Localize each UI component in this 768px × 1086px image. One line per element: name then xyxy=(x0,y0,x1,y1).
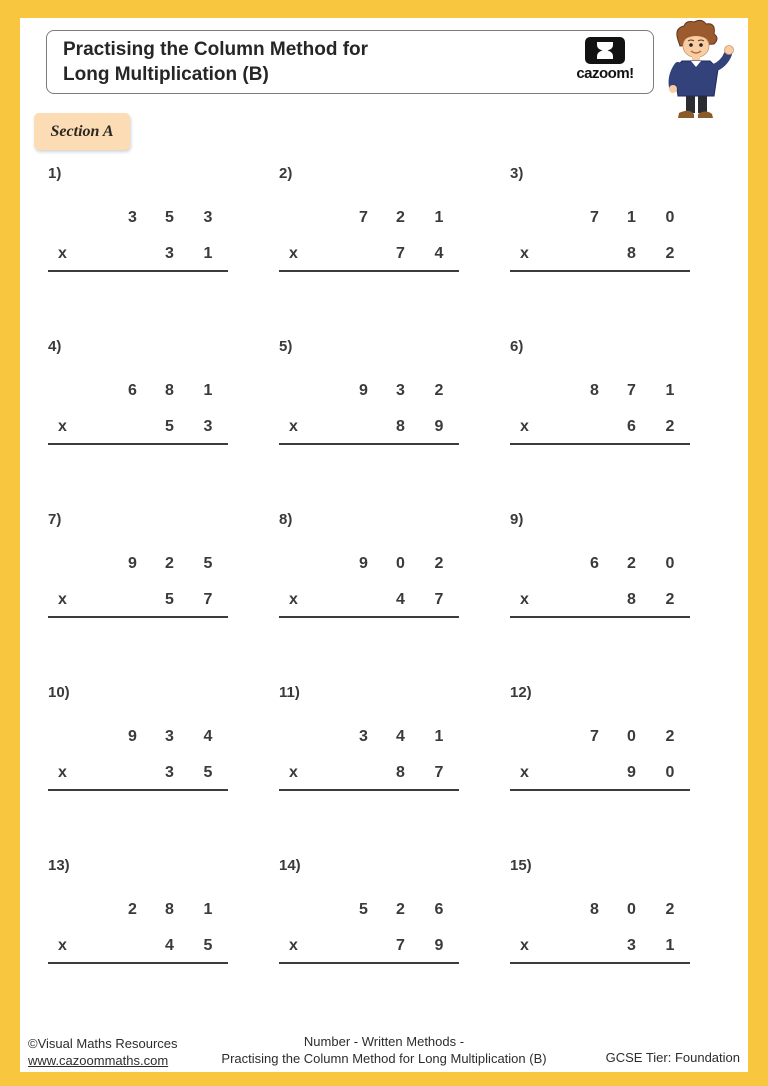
multiplier-digit: 7 xyxy=(434,764,444,781)
answer-line xyxy=(510,443,690,445)
multiplicand-digit: 3 xyxy=(396,382,405,399)
cazoom-logo xyxy=(565,37,645,82)
multiplier-row xyxy=(510,935,690,957)
copyright-text: ©Visual Maths Resources xyxy=(28,1036,178,1052)
multiplicand-digit: 5 xyxy=(359,901,368,918)
multiplication-problem xyxy=(48,857,228,964)
answer-line xyxy=(279,443,459,445)
multiply-sign: x xyxy=(58,591,67,608)
multiplicand-digit: 2 xyxy=(627,555,636,572)
multiplier-digit: 1 xyxy=(665,937,675,954)
footer-topic-line2: Practising the Column Method for Long Multiplication (B) xyxy=(221,1051,547,1067)
multiplicand-digit: 8 xyxy=(165,901,174,918)
multiplier-digit: 2 xyxy=(665,245,675,262)
problem-number: 2) xyxy=(279,165,293,182)
multiplicand-row xyxy=(279,380,459,402)
multiplicand-digit: 1 xyxy=(203,382,213,399)
multiplicand-digit: 6 xyxy=(590,555,599,572)
multiplication-problem xyxy=(510,511,690,618)
multiply-sign: x xyxy=(58,245,67,262)
multiplicand-digit: 1 xyxy=(434,728,444,745)
multiply-sign: x xyxy=(520,245,529,262)
multiplier-digit: 6 xyxy=(627,418,636,435)
multiplier-row xyxy=(510,416,690,438)
multiplier-digit: 1 xyxy=(203,245,213,262)
multiplicand-digit: 5 xyxy=(165,209,174,226)
multiplicand-digit: 7 xyxy=(590,728,599,745)
multiplier-row xyxy=(279,762,459,784)
multiplier-digit: 0 xyxy=(665,764,675,781)
multiplicand-digit: 4 xyxy=(396,728,405,745)
multiplicand-digit: 2 xyxy=(434,382,444,399)
problem-number: 10) xyxy=(48,684,70,701)
multiplicand-digit: 3 xyxy=(203,209,213,226)
answer-line xyxy=(279,789,459,791)
multiplicand-digit: 0 xyxy=(665,555,675,572)
multiplicand-digit: 0 xyxy=(396,555,405,572)
multiplicand-row xyxy=(48,553,228,575)
multiply-sign: x xyxy=(520,764,529,781)
multiplicand-digit: 2 xyxy=(128,901,137,918)
footer-left xyxy=(28,1036,178,1070)
multiplier-digit: 7 xyxy=(396,937,405,954)
multiplier-row xyxy=(48,935,228,957)
multiplication-problem xyxy=(279,857,459,964)
multiplier-row xyxy=(279,243,459,265)
multiply-sign: x xyxy=(289,937,298,954)
multiplier-digit: 9 xyxy=(434,937,444,954)
multiply-sign: x xyxy=(289,245,298,262)
multiplier-digit: 7 xyxy=(434,591,444,608)
website-link[interactable]: www.cazoommaths.com xyxy=(28,1053,169,1069)
answer-line xyxy=(279,962,459,964)
cazoom-hourglass-icon xyxy=(585,37,625,64)
multiplier-digit: 5 xyxy=(165,418,174,435)
multiplicand-digit: 8 xyxy=(590,382,599,399)
answer-line xyxy=(279,270,459,272)
mascot-boy-illustration xyxy=(648,18,740,130)
multiplier-row xyxy=(279,416,459,438)
problem-number: 14) xyxy=(279,857,301,874)
multiplicand-digit: 3 xyxy=(128,209,137,226)
multiplicand-row xyxy=(279,726,459,748)
multiplicand-digit: 3 xyxy=(359,728,368,745)
multiplicand-digit: 5 xyxy=(203,555,213,572)
multiplicand-digit: 8 xyxy=(165,382,174,399)
multiplication-problem xyxy=(48,338,228,445)
multiply-sign: x xyxy=(289,764,298,781)
multiplier-digit: 7 xyxy=(203,591,213,608)
multiplication-problem xyxy=(510,338,690,445)
multiply-sign: x xyxy=(520,591,529,608)
multiplication-problem xyxy=(510,684,690,791)
answer-line xyxy=(510,962,690,964)
multiplicand-digit: 2 xyxy=(396,209,405,226)
multiplier-row xyxy=(48,243,228,265)
multiplier-digit: 4 xyxy=(165,937,174,954)
multiplier-digit: 8 xyxy=(627,245,636,262)
multiplier-digit: 8 xyxy=(396,764,405,781)
multiplier-row xyxy=(510,243,690,265)
multiplication-problem xyxy=(510,165,690,272)
multiplicand-row xyxy=(279,553,459,575)
multiplicand-digit: 9 xyxy=(359,555,368,572)
problem-number: 1) xyxy=(48,165,62,182)
multiply-sign: x xyxy=(58,764,67,781)
answer-line xyxy=(279,616,459,618)
multiplier-row xyxy=(279,935,459,957)
multiplicand-digit: 3 xyxy=(165,728,174,745)
multiplicand-digit: 6 xyxy=(434,901,444,918)
answer-line xyxy=(48,616,228,618)
multiplicand-row xyxy=(510,899,690,921)
multiply-sign: x xyxy=(289,591,298,608)
answer-line xyxy=(510,616,690,618)
problem-number: 4) xyxy=(48,338,62,355)
multiply-sign: x xyxy=(289,418,298,435)
problem-number: 3) xyxy=(510,165,524,182)
problem-number: 11) xyxy=(279,684,300,701)
answer-line xyxy=(510,270,690,272)
multiplier-digit: 2 xyxy=(665,591,675,608)
answer-line xyxy=(48,962,228,964)
footer-topic-line1: Number - Written Methods - xyxy=(303,1034,465,1050)
multiplier-digit: 9 xyxy=(434,418,444,435)
multiplier-digit: 8 xyxy=(396,418,405,435)
problem-number: 15) xyxy=(510,857,532,874)
multiplier-row xyxy=(510,762,690,784)
multiply-sign: x xyxy=(520,937,529,954)
section-a-badge xyxy=(34,113,130,150)
answer-line xyxy=(510,789,690,791)
multiplier-row xyxy=(510,589,690,611)
multiplicand-digit: 1 xyxy=(434,209,444,226)
multiplier-digit: 3 xyxy=(627,937,636,954)
multiplication-problem xyxy=(48,165,228,272)
multiplicand-digit: 7 xyxy=(590,209,599,226)
cazoom-logo-text: cazoom! xyxy=(576,65,634,82)
multiplier-digit: 3 xyxy=(203,418,213,435)
multiplicand-digit: 0 xyxy=(627,728,636,745)
multiplication-problem xyxy=(279,338,459,445)
multiplier-row xyxy=(48,589,228,611)
multiplicand-digit: 7 xyxy=(627,382,636,399)
gcse-tier-label: GCSE Tier: Foundation xyxy=(605,1050,740,1066)
multiplier-row xyxy=(48,416,228,438)
multiplicand-digit: 1 xyxy=(203,901,213,918)
worksheet-title-line2: Long Multiplication (B) xyxy=(63,64,269,85)
multiplication-problem xyxy=(279,165,459,272)
multiplicand-row xyxy=(48,899,228,921)
multiplication-problem xyxy=(279,684,459,791)
footer xyxy=(20,1034,748,1070)
multiplicand-digit: 7 xyxy=(359,209,368,226)
multiplicand-digit: 9 xyxy=(359,382,368,399)
multiplier-digit: 3 xyxy=(165,245,174,262)
multiplicand-digit: 2 xyxy=(665,728,675,745)
multiplication-problem xyxy=(510,857,690,964)
multiply-sign: x xyxy=(58,937,67,954)
multiplicand-digit: 0 xyxy=(627,901,636,918)
problem-number: 13) xyxy=(48,857,70,874)
answer-line xyxy=(48,443,228,445)
problem-number: 8) xyxy=(279,511,293,528)
multiplicand-row xyxy=(279,207,459,229)
problem-number: 12) xyxy=(510,684,532,701)
multiplicand-digit: 1 xyxy=(627,209,636,226)
multiplier-digit: 5 xyxy=(165,591,174,608)
multiplicand-digit: 8 xyxy=(590,901,599,918)
multiplicand-row xyxy=(48,726,228,748)
answer-line xyxy=(48,789,228,791)
footer-topic xyxy=(221,1034,546,1068)
multiply-sign: x xyxy=(58,418,67,435)
problem-number: 7) xyxy=(48,511,62,528)
multiplicand-row xyxy=(510,726,690,748)
multiplier-digit: 4 xyxy=(434,245,444,262)
multiplicand-digit: 9 xyxy=(128,555,137,572)
multiplicand-row xyxy=(510,380,690,402)
multiplicand-digit: 2 xyxy=(165,555,174,572)
multiplication-problem xyxy=(48,511,228,618)
worksheet-title-line1: Practising the Column Method for xyxy=(63,38,369,60)
multiplicand-digit: 9 xyxy=(128,728,137,745)
multiplicand-row xyxy=(48,207,228,229)
section-a-label: Section A xyxy=(50,122,114,140)
worksheet-title xyxy=(63,37,368,87)
multiplier-digit: 4 xyxy=(396,591,405,608)
multiplicand-digit: 2 xyxy=(665,901,675,918)
multiplication-problem xyxy=(279,511,459,618)
multiplier-row xyxy=(279,589,459,611)
header xyxy=(46,30,654,94)
multiplicand-row xyxy=(510,553,690,575)
multiply-sign: x xyxy=(520,418,529,435)
problem-number: 6) xyxy=(510,338,524,355)
multiplier-digit: 7 xyxy=(396,245,405,262)
multiplier-digit: 3 xyxy=(165,764,174,781)
multiplicand-row xyxy=(48,380,228,402)
problems-grid xyxy=(48,165,690,964)
multiplier-digit: 8 xyxy=(627,591,636,608)
multiplicand-digit: 2 xyxy=(434,555,444,572)
multiplier-digit: 5 xyxy=(203,764,213,781)
problem-number: 5) xyxy=(279,338,293,355)
multiplicand-digit: 4 xyxy=(203,728,213,745)
multiplicand-row xyxy=(279,899,459,921)
multiplier-digit: 2 xyxy=(665,418,675,435)
multiplier-row xyxy=(48,762,228,784)
multiplicand-row xyxy=(510,207,690,229)
multiplier-digit: 9 xyxy=(627,764,636,781)
multiplicand-digit: 0 xyxy=(665,209,675,226)
multiplicand-digit: 6 xyxy=(128,382,137,399)
problem-number: 9) xyxy=(510,511,524,528)
multiplicand-digit: 2 xyxy=(396,901,405,918)
answer-line xyxy=(48,270,228,272)
multiplicand-digit: 1 xyxy=(665,382,675,399)
multiplication-problem xyxy=(48,684,228,791)
multiplier-digit: 5 xyxy=(203,937,213,954)
